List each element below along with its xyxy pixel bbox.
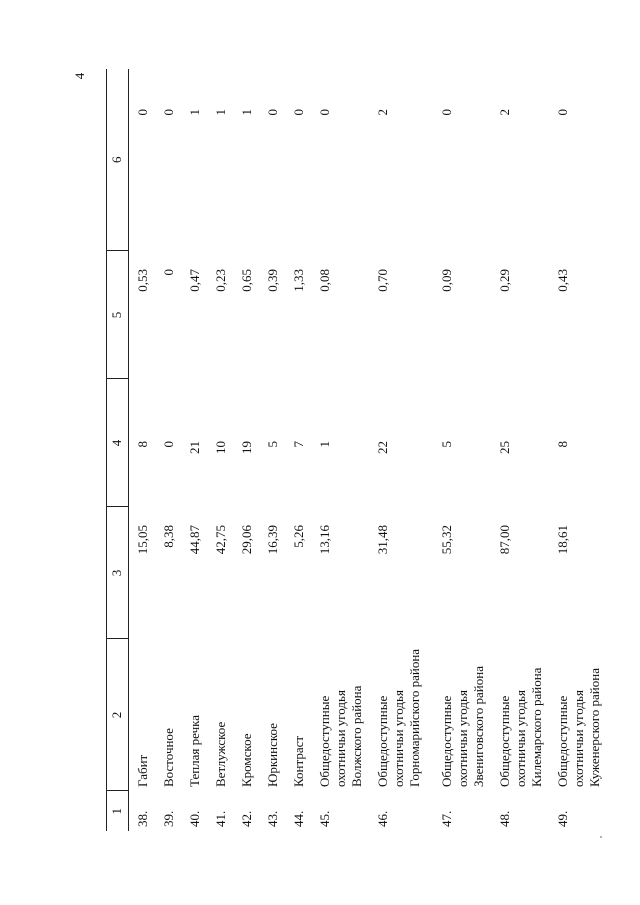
cell-col3: 42,75 (213, 525, 228, 555)
cell-col5: 0,08 (317, 269, 332, 292)
row-name: Габит (135, 754, 150, 787)
cell-col5: 1,33 (291, 269, 306, 292)
cell-col5: 0,39 (265, 269, 280, 292)
column-header-4: 4 (107, 379, 129, 507)
cell-col3: 55,32 (439, 525, 454, 555)
row-number: 46. (375, 810, 390, 827)
row-name: Общедоступные охотничьи угодья Звениговского района (439, 666, 486, 787)
table-row (549, 69, 607, 831)
cell-col4: 5 (439, 441, 454, 448)
row-number: 43. (265, 810, 280, 827)
table-row (207, 69, 233, 831)
cell-col4: 8 (135, 441, 150, 448)
row-number: 48. (497, 810, 512, 827)
cell-col3: 13,16 (317, 525, 332, 555)
row-name: Общедоступные охотничьи угодья Горномарийского района (375, 648, 422, 787)
table-row (369, 69, 433, 831)
cell-col4: 19 (239, 441, 254, 454)
row-name: Общедоступные охотничьи угодья Куженерского района (555, 668, 602, 787)
cell-col4: 25 (497, 441, 512, 454)
cell-col4: 22 (375, 441, 390, 454)
row-name: Восточное (161, 728, 176, 787)
table-row (285, 69, 311, 831)
cell-col6: 1 (187, 109, 202, 116)
cell-col3: 44,87 (187, 525, 202, 555)
cell-col6: 0 (439, 109, 454, 116)
column-header-3: 3 (107, 507, 129, 639)
cell-col4: 7 (291, 441, 306, 448)
cell-col6: 1 (213, 109, 228, 116)
cell-col5: 0,70 (375, 269, 390, 292)
cell-col3: 16,39 (265, 525, 280, 555)
hunting-grounds-table (106, 69, 607, 831)
column-header-5: 5 (107, 251, 129, 379)
row-name: Юркинское (265, 723, 280, 787)
cell-col3: 87,00 (497, 525, 512, 555)
scan-speck (600, 836, 602, 838)
table-row (155, 69, 181, 831)
column-header-1: 1 (107, 791, 129, 831)
row-name: Общедоступные охотничьи угодья Килемарского района (497, 667, 544, 787)
table-row (433, 69, 491, 831)
cell-col5: 0,43 (555, 269, 570, 292)
row-number: 40. (187, 810, 202, 827)
cell-col5: 0,09 (439, 269, 454, 292)
table-row (491, 69, 549, 831)
cell-col5: 0,65 (239, 269, 254, 292)
cell-col4: 0 (161, 441, 176, 448)
cell-col4: 5 (265, 441, 280, 448)
cell-col6: 0 (265, 109, 280, 116)
table-header-row (107, 69, 129, 831)
row-number: 42. (239, 810, 254, 827)
column-header-6: 6 (107, 69, 129, 251)
cell-col3: 31,48 (375, 525, 390, 555)
cell-col4: 10 (213, 441, 228, 454)
cell-col3: 8,38 (161, 525, 176, 548)
cell-col6: 1 (239, 109, 254, 116)
cell-col5: 0,23 (213, 269, 228, 292)
cell-col6: 2 (375, 109, 390, 116)
page-number: 4 (72, 72, 87, 80)
row-number: 38. (135, 810, 150, 827)
cell-col6: 0 (291, 109, 306, 116)
cell-col5: 0,53 (135, 269, 150, 292)
cell-col3: 5,26 (291, 525, 306, 548)
row-number: 41. (213, 810, 228, 827)
row-name: Кромское (239, 733, 254, 787)
cell-col5: 0,29 (497, 269, 512, 292)
cell-col6: 2 (497, 109, 512, 116)
table-container (106, 69, 602, 831)
cell-col6: 0 (135, 109, 150, 116)
cell-col6: 0 (317, 109, 332, 116)
row-number: 45. (317, 810, 332, 827)
table-row (259, 69, 285, 831)
rotated-table-frame (106, 69, 602, 831)
row-number: 44. (291, 810, 306, 827)
row-name: Общедоступные охотничьи угодья Волжского района (317, 685, 364, 787)
table-row (233, 69, 259, 831)
cell-col4: 21 (187, 441, 202, 454)
cell-col4: 1 (317, 441, 332, 448)
column-header-2: 2 (107, 639, 129, 791)
table-row (311, 69, 369, 831)
cell-col5: 0 (161, 269, 176, 276)
cell-col3: 29,06 (239, 525, 254, 555)
row-name: Контраст (291, 735, 306, 787)
cell-col3: 15,05 (135, 525, 150, 555)
cell-col6: 0 (161, 109, 176, 116)
row-number: 49. (555, 810, 570, 827)
cell-col4: 8 (555, 441, 570, 448)
table-row (181, 69, 207, 831)
cell-col5: 0,47 (187, 269, 202, 292)
row-name: Ветлужское (213, 721, 228, 787)
cell-col6: 0 (555, 109, 570, 116)
table-row (129, 69, 156, 831)
cell-col3: 18,61 (555, 525, 570, 555)
row-number: 47. (439, 810, 454, 827)
row-name: Теплая речка (187, 714, 202, 787)
row-number: 39. (161, 810, 176, 827)
